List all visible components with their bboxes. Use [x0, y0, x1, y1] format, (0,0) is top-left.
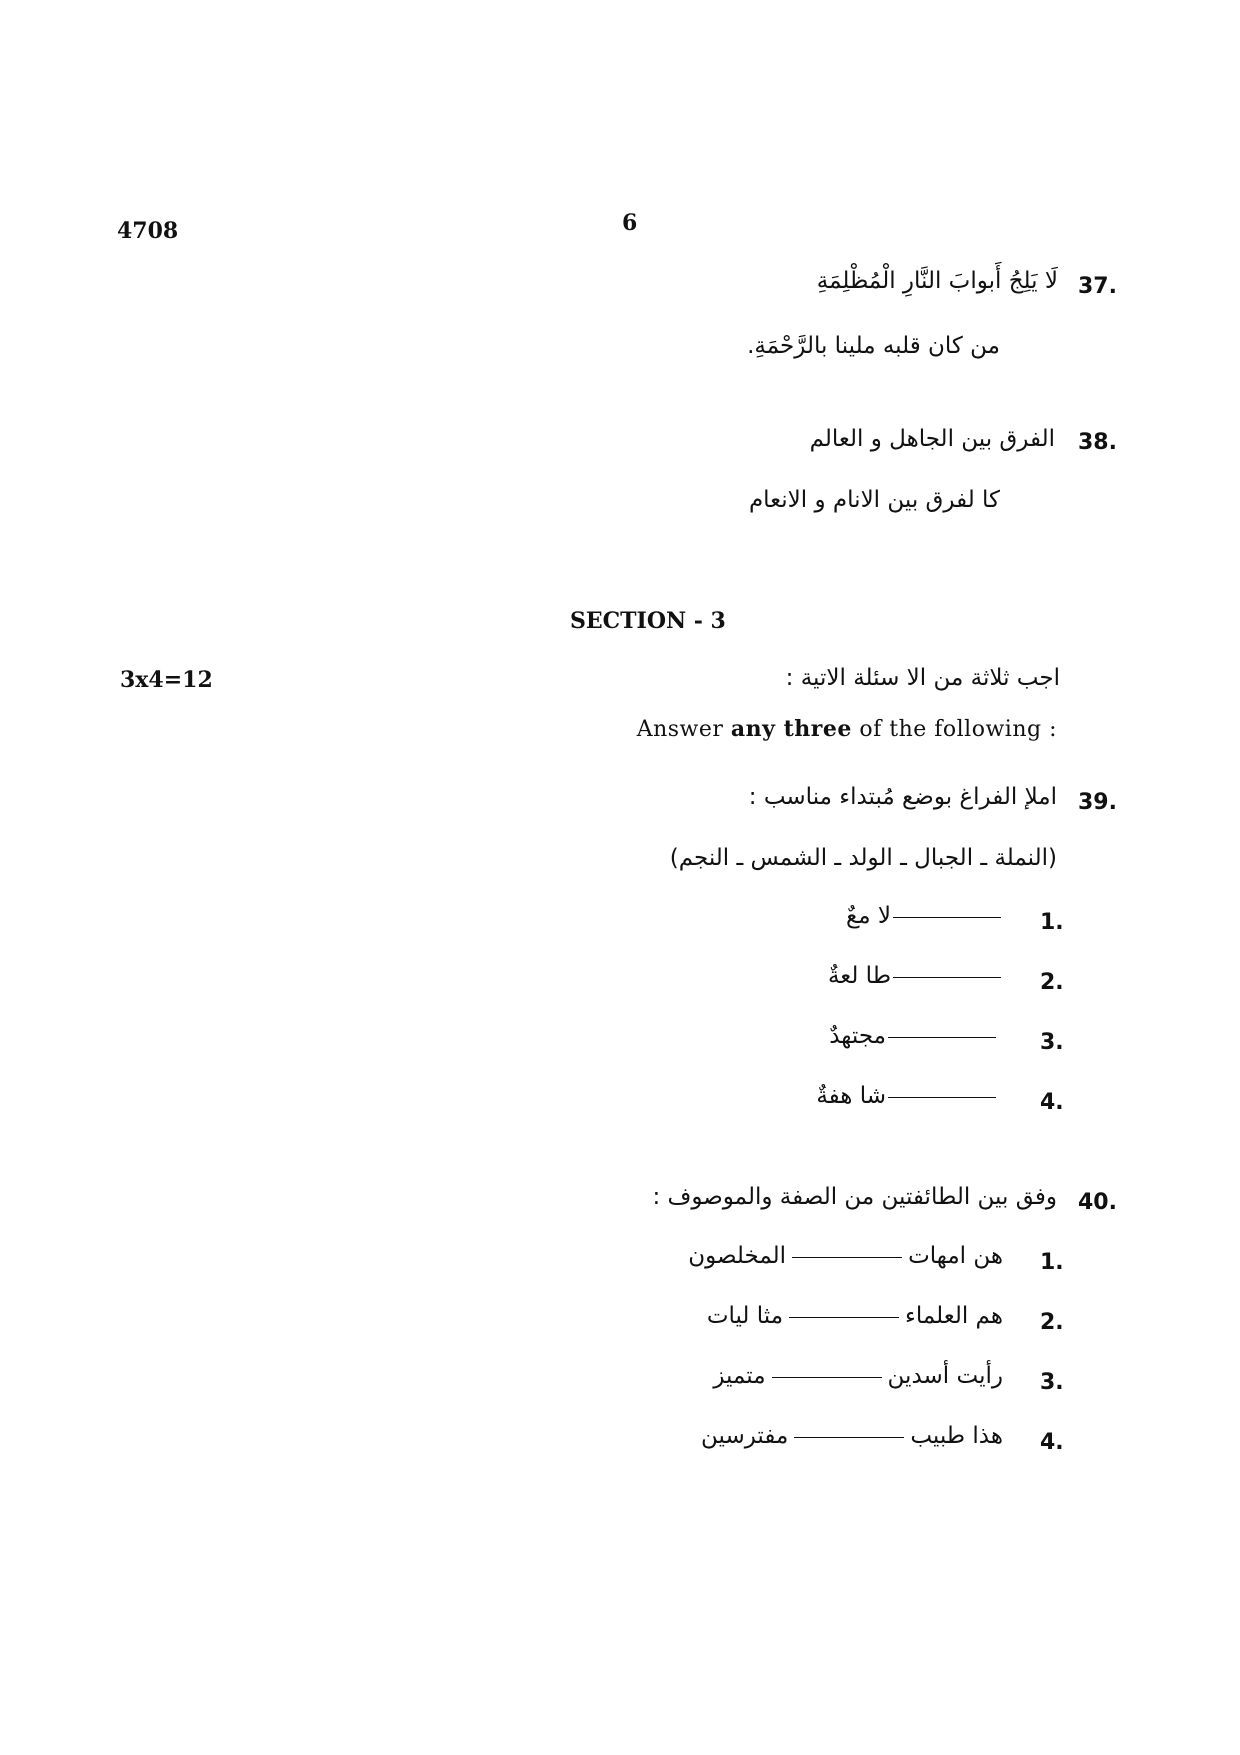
- section-title: SECTION - 3: [570, 608, 726, 634]
- q39-item-1-number: 1.: [1040, 910, 1064, 935]
- page-number: 6: [622, 210, 638, 236]
- question-40-prompt: وفق بين الطائفتين من الصفة والموصوف :: [652, 1184, 1057, 1210]
- q39-item-4-text: شا هفةٌ: [816, 1083, 886, 1109]
- section-marks: 3x4=12: [120, 667, 213, 693]
- question-38-line2: كا لفرق بين الانام و الانعام: [748, 487, 1000, 513]
- q40-item-3: [713, 1363, 1003, 1389]
- q39-item-2-text: طا لعةٌ: [827, 963, 891, 989]
- instruction-emphasis: any three: [730, 716, 852, 742]
- paper-code: 4708: [117, 218, 179, 244]
- q40-item-1: [688, 1243, 1003, 1269]
- question-37-line1: لَا يَلِجُ أَبوابَ النَّارِ الْمُظْلِمَةِ: [816, 268, 1058, 294]
- q39-item-4-number: 4.: [1040, 1090, 1064, 1115]
- q39-item-2: [828, 963, 1003, 989]
- q39-item-3-text: مجتهدٌ: [829, 1023, 886, 1049]
- q40-item-2: [707, 1303, 1003, 1329]
- q39-item-4-blank: [888, 1096, 996, 1098]
- q39-item-1-text: لا معٌ: [846, 903, 891, 929]
- question-39-number: 39.: [1078, 790, 1117, 815]
- section-instruction-english: [637, 716, 1057, 742]
- question-40-number: 40.: [1078, 1190, 1117, 1215]
- section-instruction-arabic: اجب ثلاثة من الا سئلة الاتية :: [785, 665, 1060, 691]
- q39-item-2-number: 2.: [1040, 970, 1064, 995]
- q40-item-3-right: متميز: [713, 1363, 766, 1389]
- q40-item-1-blank: [792, 1256, 902, 1258]
- q40-item-4-right: مفترسين: [701, 1423, 789, 1449]
- q40-item-1-number: 1.: [1040, 1250, 1064, 1275]
- q39-item-3-number: 3.: [1040, 1030, 1064, 1055]
- question-39-options: (النملة ـ الجبال ـ الولد ـ الشمس ـ النجم): [669, 845, 1057, 871]
- question-38-number: 38.: [1078, 430, 1117, 455]
- q39-item-2-blank: [893, 976, 1001, 978]
- q40-item-3-number: 3.: [1040, 1370, 1064, 1395]
- question-38-line1: الفرق بين الجاهل و العالم: [809, 426, 1055, 452]
- question-39-prompt: املإ الفراغ بوضع مُبتداء مناسب :: [748, 784, 1057, 810]
- q40-item-3-blank: [772, 1376, 882, 1378]
- q40-item-4: [701, 1423, 1003, 1449]
- q40-item-1-right: المخلصون: [688, 1243, 787, 1269]
- q40-item-4-blank: [794, 1436, 904, 1438]
- q40-item-2-right: مثا ليات: [706, 1303, 784, 1329]
- q40-item-2-number: 2.: [1040, 1310, 1064, 1335]
- q39-item-4: [816, 1083, 998, 1109]
- question-37-number: 37.: [1078, 274, 1117, 299]
- q39-item-1-blank: [893, 916, 1001, 918]
- q40-item-2-blank: [789, 1316, 899, 1318]
- q39-item-1: [846, 903, 1003, 929]
- q40-item-4-left: هذا طبيب: [910, 1423, 1003, 1449]
- q39-item-3: [829, 1023, 998, 1049]
- instruction-suffix: of the following :: [851, 717, 1057, 742]
- question-37-line2: من كان قلبه ملينا بالرَّحْمَةِ.: [747, 333, 1000, 359]
- q39-item-3-blank: [888, 1036, 996, 1038]
- q40-item-3-left: رأيت أسدين: [887, 1363, 1003, 1389]
- q40-item-2-left: هم العلماء: [905, 1303, 1003, 1329]
- q40-item-1-left: هن امهات: [908, 1243, 1003, 1269]
- instruction-prefix: Answer: [636, 717, 731, 742]
- q40-item-4-number: 4.: [1040, 1430, 1064, 1455]
